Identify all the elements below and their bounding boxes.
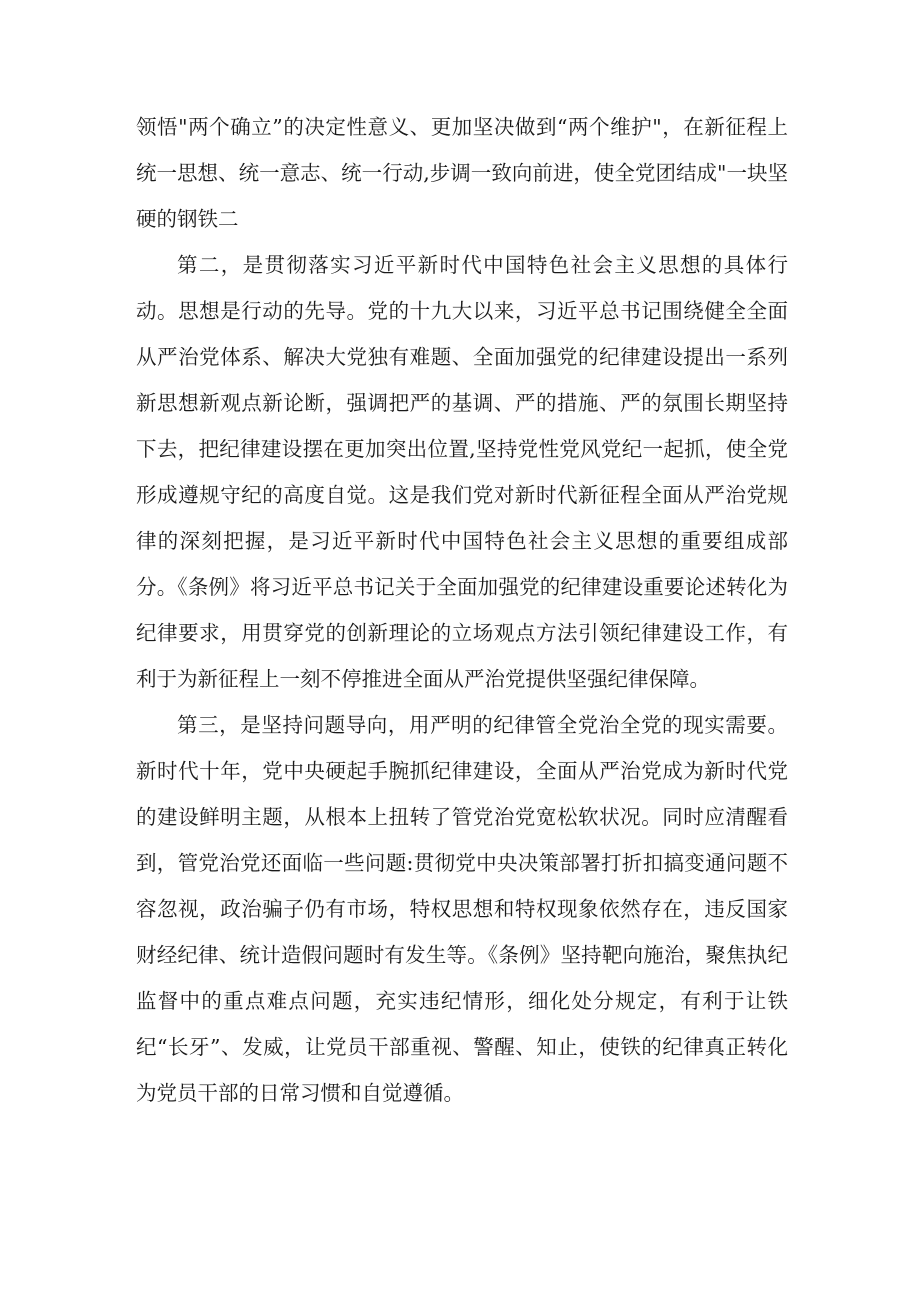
- paragraph-continuation: 领悟"两个确立”的决定性意义、更加坚决做到“两个维护"，在新征程上统一思想、统一意志、统一行动,步调一致向前进，使全党团结成"一块坚硬的钢铁二: [136, 115, 788, 231]
- paragraph-second-point: 第二，是贯彻落实习近平新时代中国特色社会主义思想的具体行动。思想是行动的先导。党的十九大以来，习近平总书记围绕健全全面从严治党体系、解决大党独有难题、全面加强党的纪律建设提出一系列新思想新观点新论断，强调把严的基调、严的措施、严的氛围长期坚持下去，把纪律建设摆在更加突出位置,坚持党性党风党纪一起抓，使全党形成遵规守纪的高度自觉。这是我们党对新时代新征程全面从严治党规律的深刻把握，是习近平新时代中国特色社会主义思想的重要组成部分。《条例》将习近平总书记关于全面加强党的纪律建设重要论述转化为纪律要求，用贯穿党的创新理论的立场观点方法引领纪律建设工作，有利于为新征程上一刻不停推进全面从严治党提供坚强纪律保障。: [136, 253, 788, 691]
- paragraph-third-point: 第三，是坚持问题导向，用严明的纪律管全党治全党的现实需要。新时代十年，党中央硬起手腕抓纪律建设，全面从严治党成为新时代党的建设鲜明主题，从根本上扭转了管党治党宽松软状况。同时应清醒看到，管党治党还面临一些问题:贯彻党中央决策部署打折扣搞变通问题不容忽视，政治骗子仍有市场，特权思想和特权现象依然存在，违反国家财经纪律、统计造假问题时有发生等。《条例》坚持靶向施治，聚焦执纪监督中的重点难点问题，充实违纪情形，细化处分规定，有利于让铁纪“长牙”、发威，让党员干部重视、警醒、知止，使铁的纪律真正转化为党员干部的日常习惯和自觉遵循。: [136, 713, 788, 1105]
- document-page: [136, 104, 788, 1116]
